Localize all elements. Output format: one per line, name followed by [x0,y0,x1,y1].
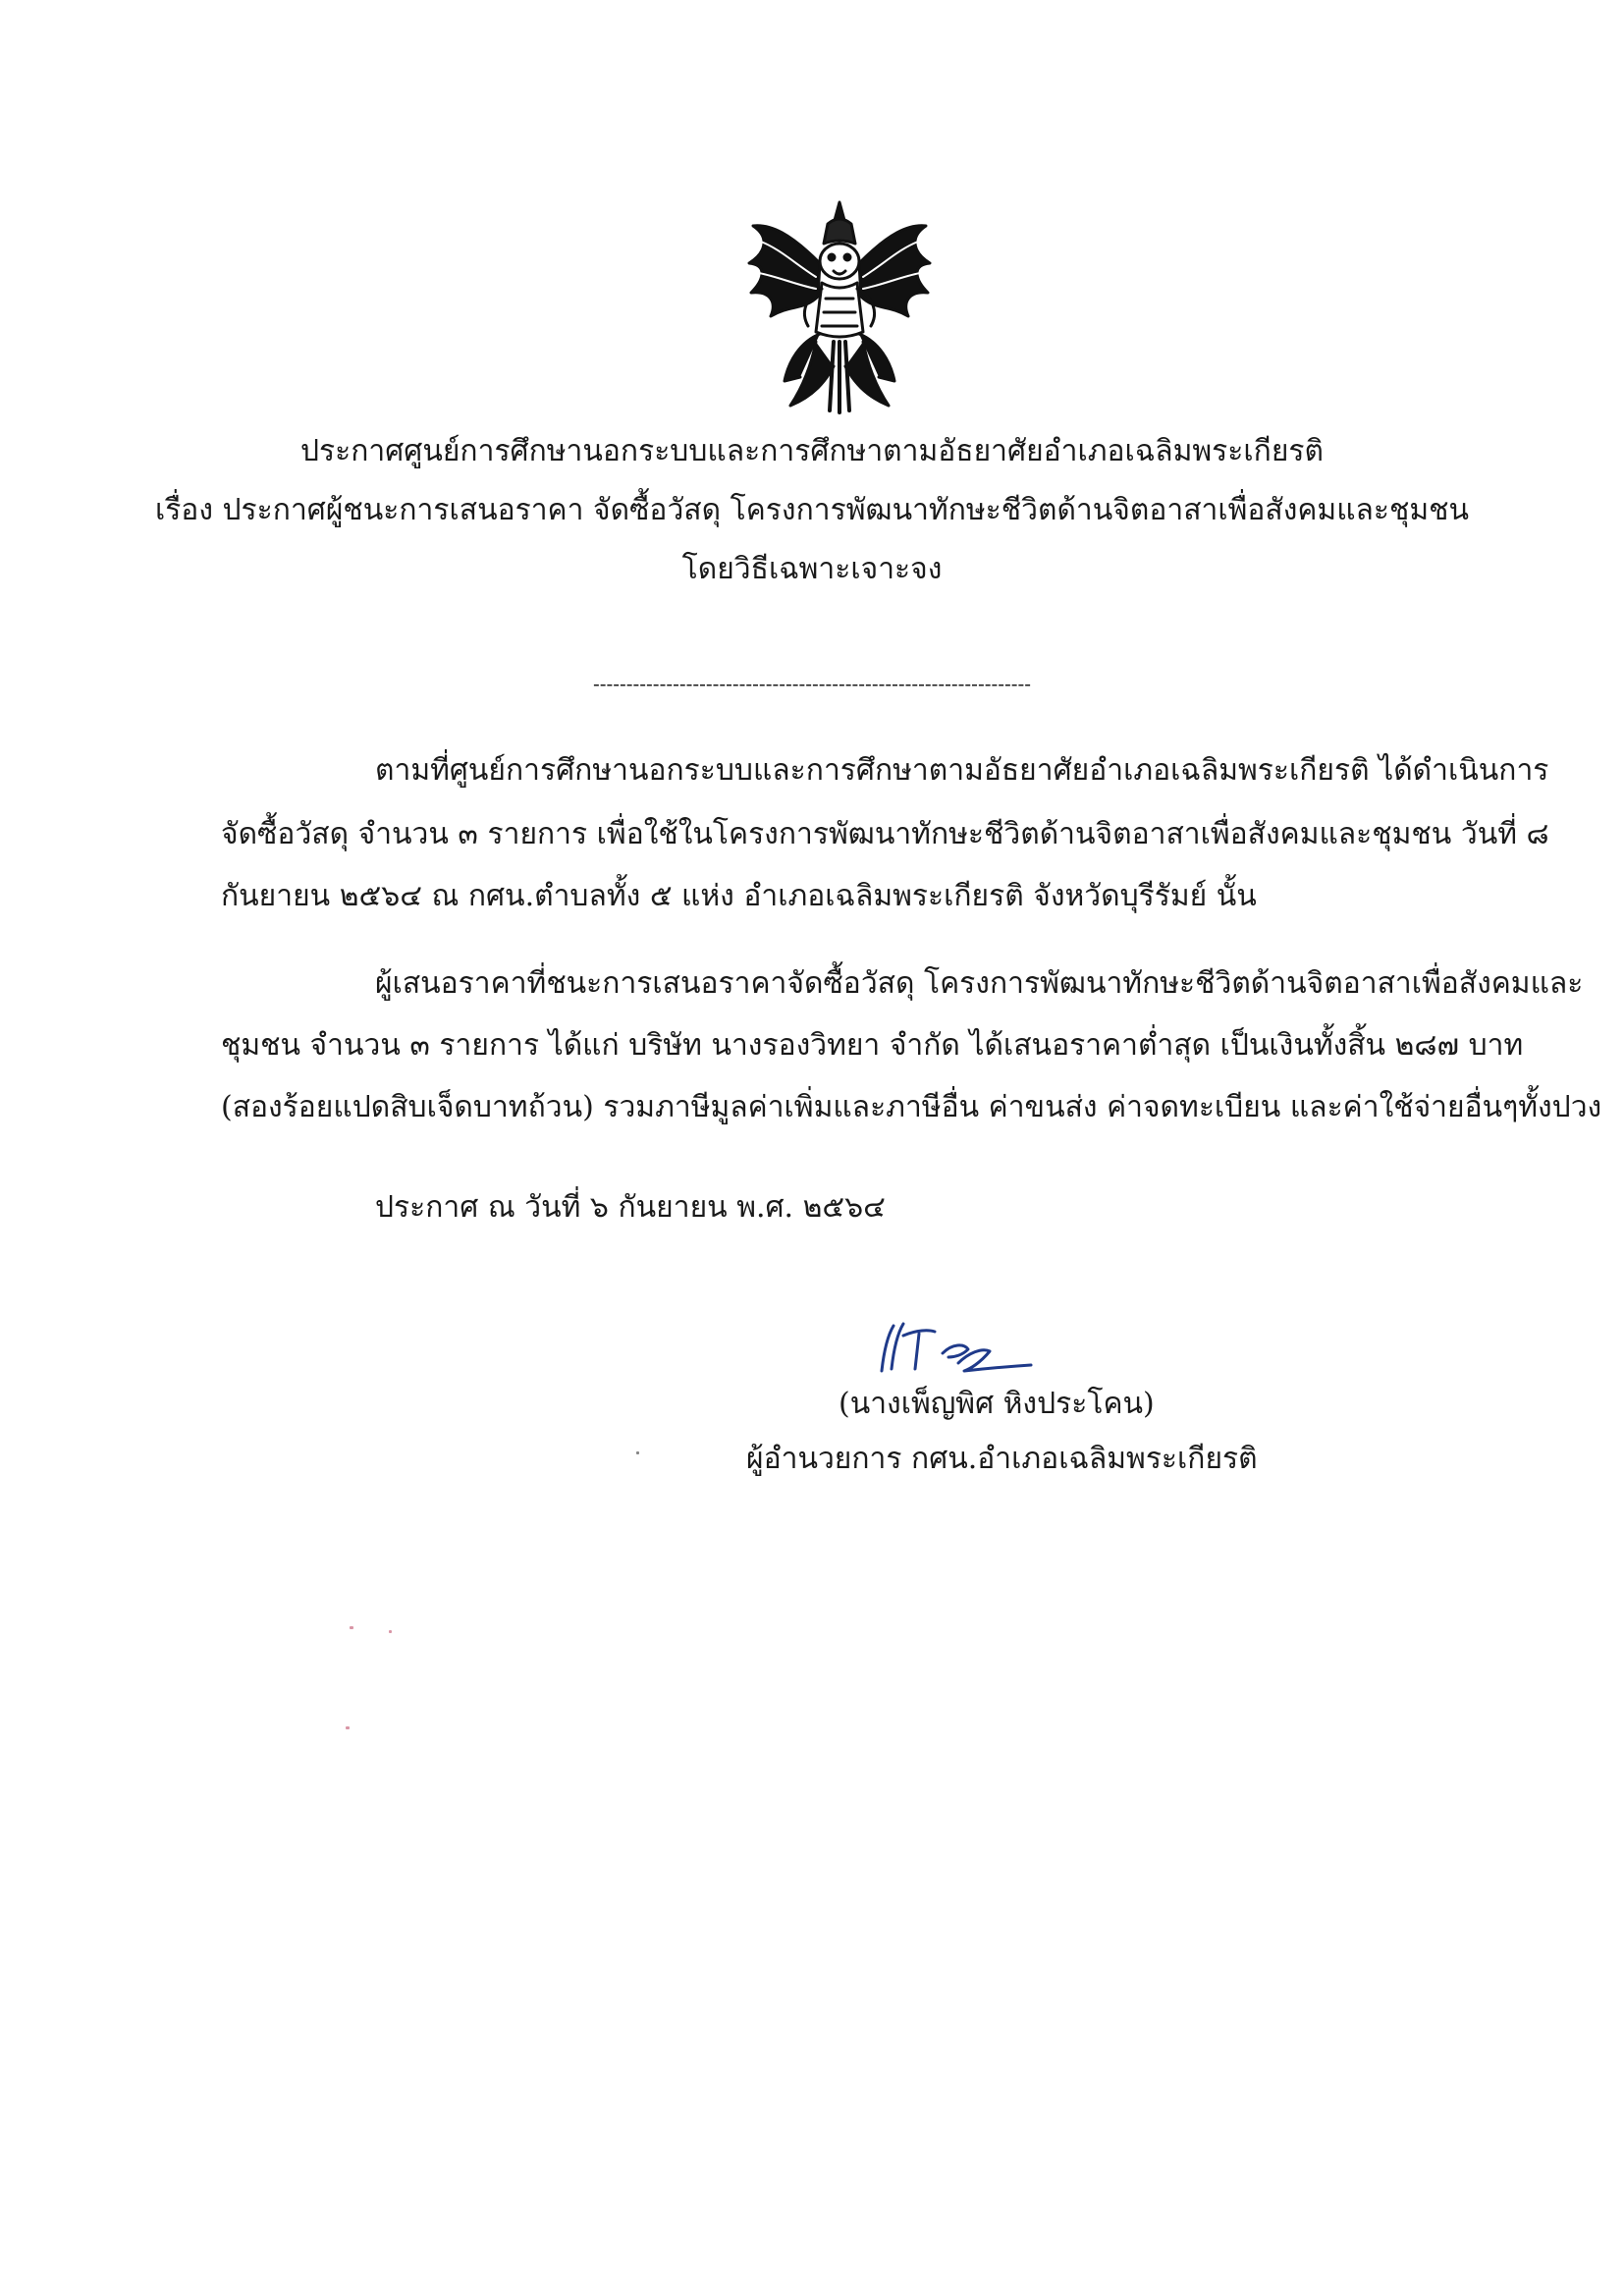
procurement-method: โดยวิธีเฉพาะเจาะจง [681,552,943,586]
scan-speck [389,1630,392,1633]
announcement-title: ประกาศศูนย์การศึกษานอกระบบและการศึกษาตามอัธยาศัยอำเภอเฉลิมพระเกียรติ [299,434,1325,468]
header-divider: ------------------------------------------------------------------ [592,672,1031,695]
paragraph-2-line-1: ผู้เสนอราคาที่ชนะการเสนอราคาจัดซื้อวัสดุ โครงการพัฒนาทักษะชีวิตด้านจิตอาสาเพื่อสังคมและ [375,966,1584,1001]
paragraph-2-line-3: (สองร้อยแปดสิบเจ็ดบาทถ้วน) รวมภาษีมูลค่าเพิ่มและภาษีอื่น ค่าขนส่ง ค่าจดทะเบียน และค่าใช้จ่ายอื่นๆทั้งปวง [221,1090,1602,1124]
handwritten-signature [874,1314,1041,1383]
paragraph-1-line-2: จัดซื้อวัสดุ จำนวน ๓ รายการ เพื่อใช้ในโครงการพัฒนาทักษะชีวิตด้านจิตอาสาเพื่อสังคมและชุมชน วันที่ ๘ [221,817,1549,851]
garuda-emblem-icon [731,194,947,415]
announcement-date: ประกาศ ณ วันที่ ๖ กันยายน พ.ศ. ๒๕๖๔ [375,1190,886,1225]
paragraph-1-line-1: ตามที่ศูนย์การศึกษานอกระบบและการศึกษาตามอัธยาศัยอำเภอเฉลิมพระเกียรติ ได้ดำเนินการ [375,753,1549,788]
scan-speck [636,1451,639,1454]
announcement-subject: เรื่อง ประกาศผู้ชนะการเสนอราคา จัดซื้อวัสดุ โครงการพัฒนาทักษะชีวิตด้านจิตอาสาเพื่อสังคมและชุมชน [154,493,1470,527]
scan-speck [346,1726,350,1729]
signatory-name: (นางเพ็ญพิศ หิงประโคน) [839,1387,1155,1421]
paragraph-1-line-3: กันยายน ๒๕๖๔ ณ กศน.ตำบลทั้ง ๕ แห่ง อำเภอเฉลิมพระเกียรติ จังหวัดบุรีรัมย์ นั้น [221,879,1257,913]
signatory-position: ผู้อำนวยการ กศน.อำเภอเฉลิมพระเกียรติ [746,1442,1258,1476]
scan-speck [350,1626,353,1629]
paragraph-2-line-2: ชุมชน จำนวน ๓ รายการ ได้แก่ บริษัท นางรองวิทยา จำกัด ได้เสนอราคาต่ำสุด เป็นเงินทั้งสิ้น ๒๘๗ บาท [221,1028,1524,1063]
